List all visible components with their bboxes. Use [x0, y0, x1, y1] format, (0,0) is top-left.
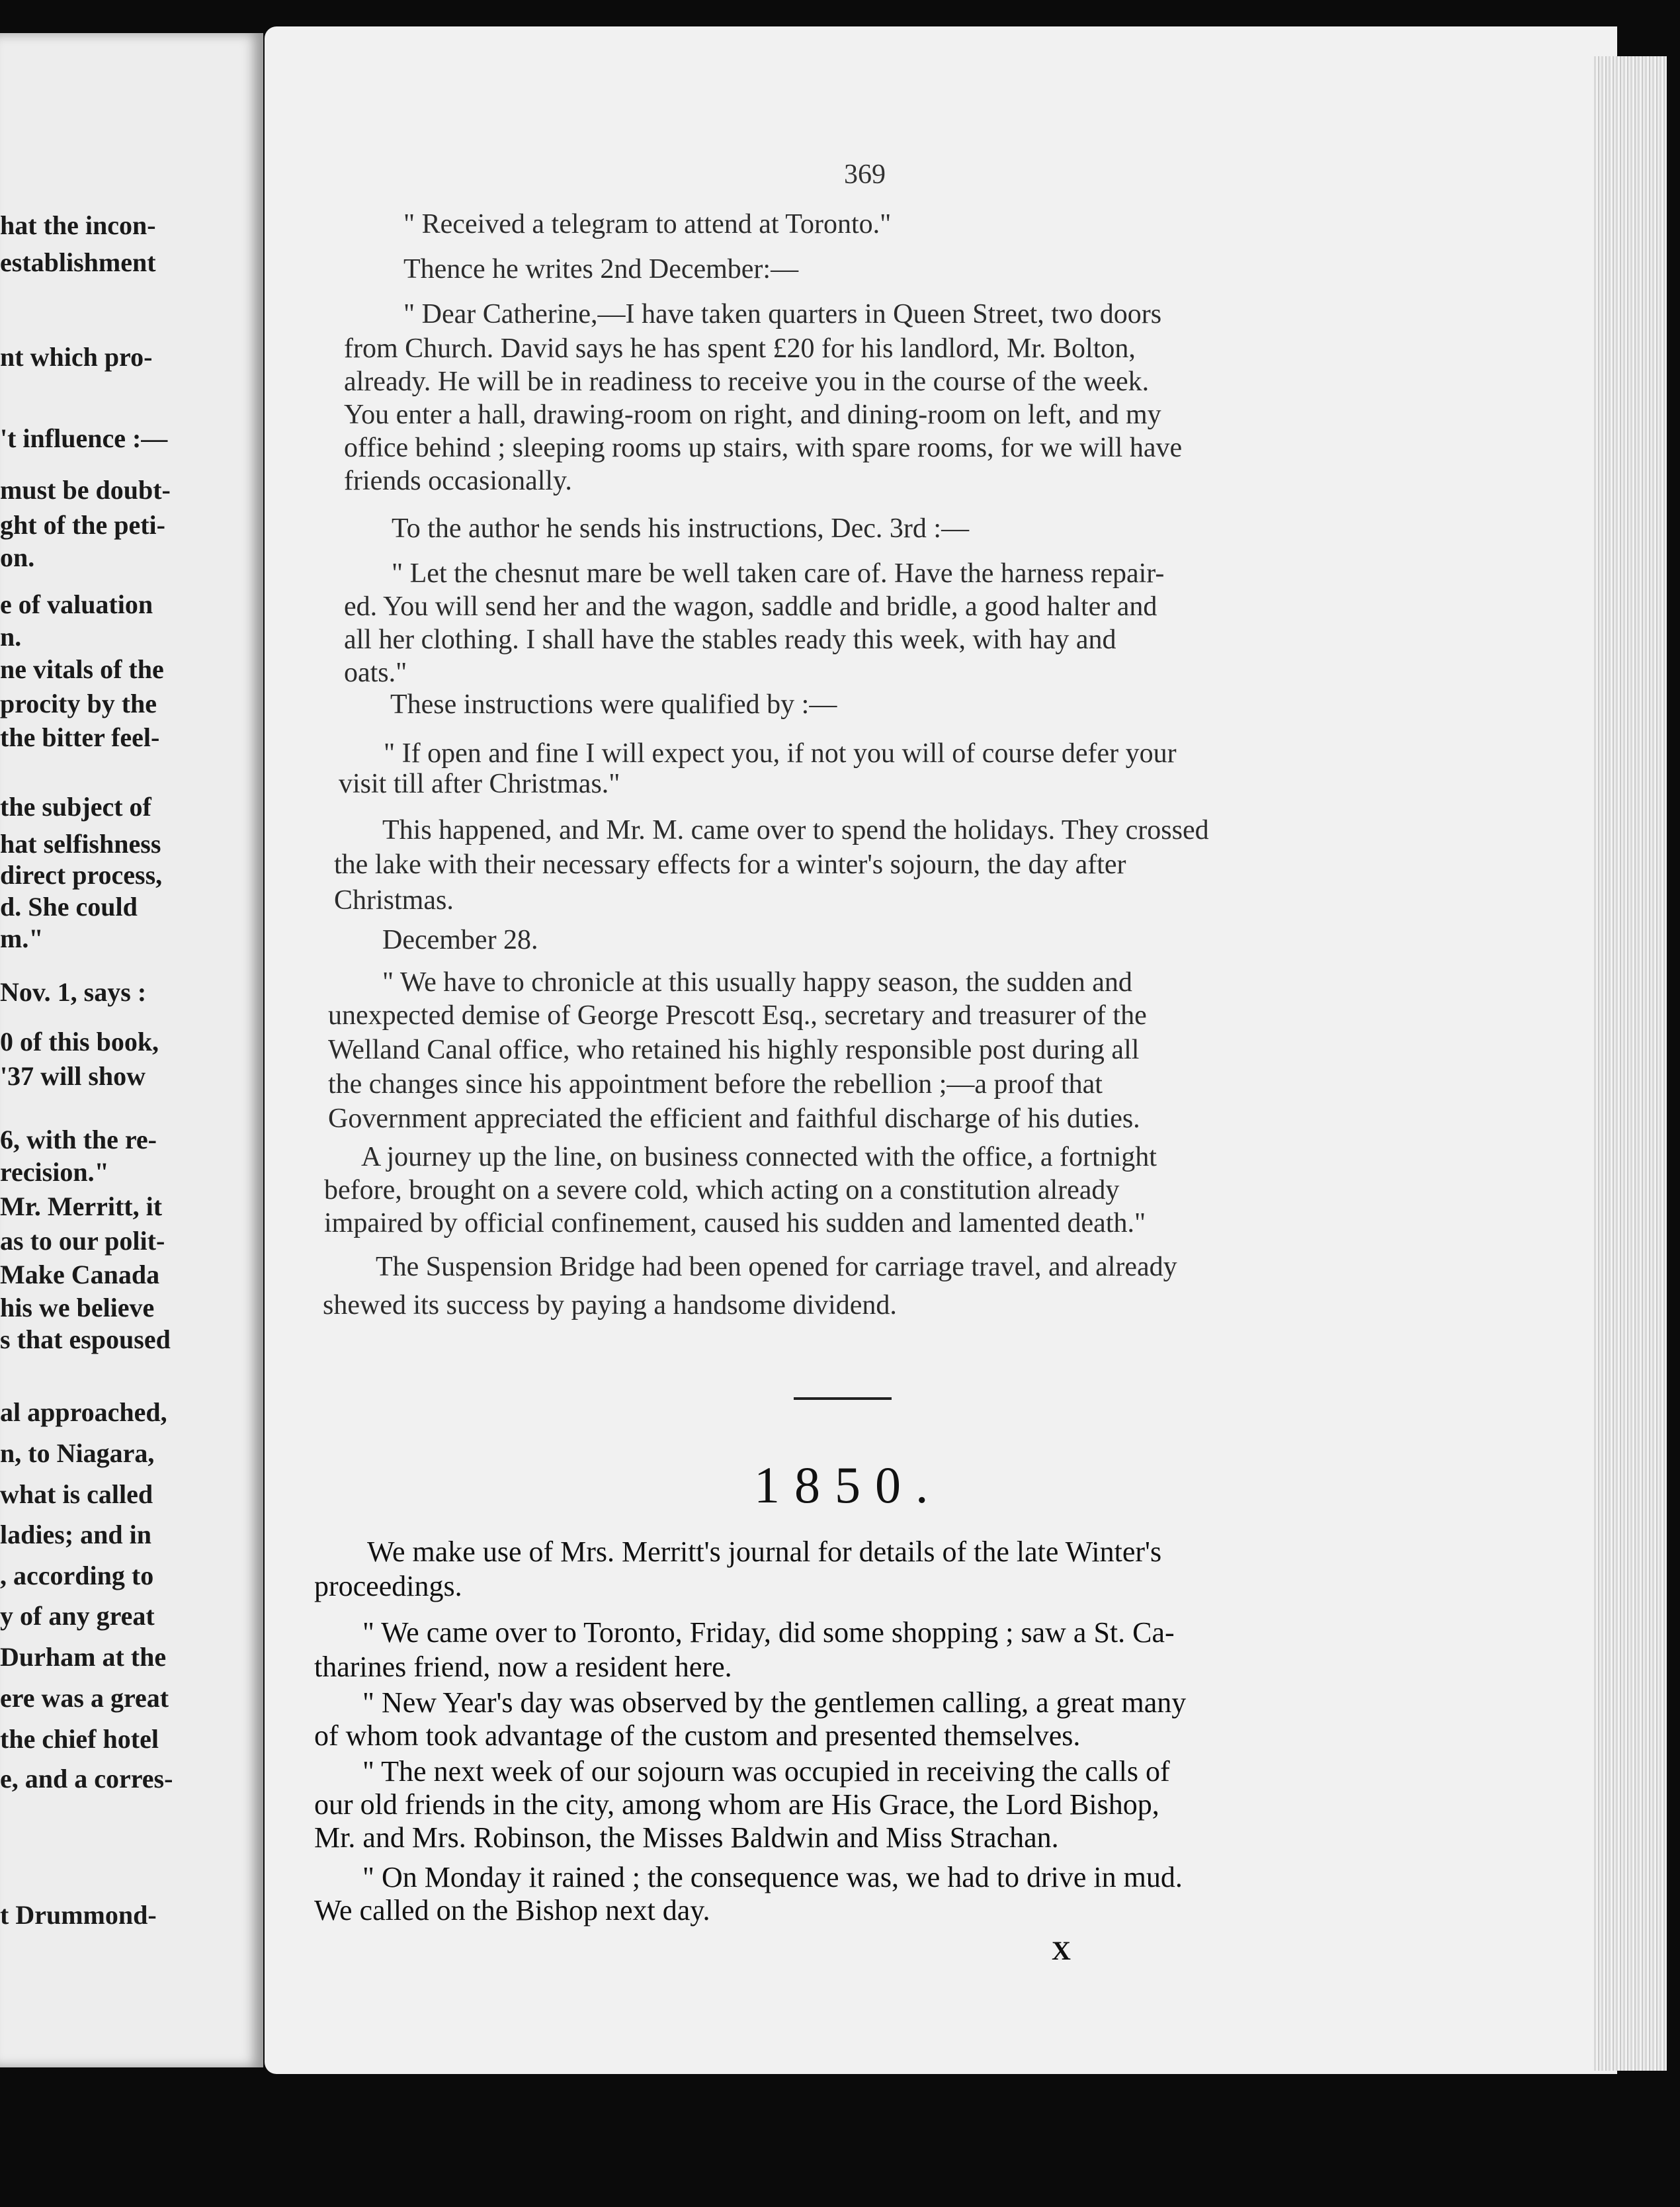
left-page-line: Durham at the: [0, 1642, 167, 1672]
text-line: You enter a hall, drawing-room on right, and dining-room on left, and my: [344, 400, 1161, 430]
text-line: " We have to chronicle at this usually happy season, the sudden and: [382, 967, 1132, 998]
text-line: Christmas.: [334, 885, 454, 916]
text-line: A journey up the line, on business connected with the office, a fortnight: [361, 1142, 1157, 1172]
left-page-line: m.": [0, 924, 44, 953]
text-line: Welland Canal office, who retained his highly responsible post during all: [328, 1035, 1140, 1065]
left-page-line: e, and a corres-: [0, 1764, 173, 1794]
left-page-line: s that espoused: [0, 1324, 171, 1354]
left-page-line: establishment: [0, 247, 156, 277]
text-line: December 28.: [382, 925, 538, 955]
text-line: The Suspension Bridge had been opened for carriage travel, and already: [376, 1252, 1177, 1282]
left-page-line: the chief hotel: [0, 1724, 159, 1754]
left-page-line: n.: [0, 622, 22, 652]
left-page-line: hat selfishness: [0, 829, 161, 859]
left-page-line: 6, with the re-: [0, 1125, 157, 1154]
text-line: friends occasionally.: [344, 466, 572, 496]
text-line: " Received a telegram to attend at Toronto.": [403, 209, 892, 239]
text-line: To the author he sends his instructions, Dec. 3rd :—: [392, 513, 970, 544]
left-page-line: 0 of this book,: [0, 1027, 159, 1057]
left-page-line: n, to Niagara,: [0, 1438, 155, 1468]
text-line: " If open and fine I will expect you, if not you will of course defer your: [384, 738, 1177, 769]
text-line: These instructions were qualified by :—: [390, 689, 837, 720]
text-line: shewed its success by paying a handsome dividend.: [323, 1290, 897, 1320]
text-line: all her clothing. I shall have the stables ready this week, with hay and: [344, 625, 1116, 655]
text-line: visit till after Christmas.": [339, 769, 620, 799]
left-page-line: d. She could: [0, 892, 138, 922]
text-line: impaired by official confinement, caused his sudden and lamented death.": [324, 1208, 1146, 1238]
left-page-line: ladies; and in: [0, 1520, 151, 1549]
text-line: proceedings.: [314, 1570, 462, 1602]
text-line: already. He will be in readiness to receive you in the course of the week.: [344, 367, 1150, 397]
section-divider: [794, 1397, 892, 1400]
left-page-line: on.: [0, 542, 35, 572]
text-line: the changes since his appointment before the rebellion ;—a proof that: [328, 1069, 1103, 1100]
left-page-line: ne vitals of the: [0, 654, 164, 684]
text-line: Government appreciated the efficient and faithful discharge of his duties.: [328, 1104, 1140, 1134]
left-page: [0, 33, 263, 2067]
text-line: before, brought on a severe cold, which acting on a constitution already: [324, 1175, 1120, 1205]
left-page-line: al approached,: [0, 1397, 167, 1427]
left-page-line: hat the incon-: [0, 210, 156, 240]
left-page-line: recision.": [0, 1157, 109, 1187]
page-edges: [1594, 56, 1667, 2071]
left-page-line: '37 will show: [0, 1061, 146, 1091]
left-page-line: e of valuation: [0, 589, 153, 619]
left-page-line: as to our polit-: [0, 1226, 165, 1256]
text-line: unexpected demise of George Prescott Esq., secretary and treasurer of the: [328, 1000, 1147, 1031]
left-page-line: ght of the peti-: [0, 510, 165, 540]
text-line: the lake with their necessary effects for a winter's sojourn, the day after: [334, 849, 1126, 880]
signature-mark: X: [1052, 1936, 1071, 1966]
text-line: " Let the chesnut mare be well taken care of. Have the harness repair-: [392, 558, 1165, 589]
text-line: We called on the Bishop next day.: [314, 1894, 710, 1926]
text-line: tharines friend, now a resident here.: [314, 1651, 732, 1683]
text-line: ed. You will send her and the wagon, saddle and bridle, a good halter and: [344, 591, 1157, 622]
page-number: 369: [844, 159, 886, 190]
left-page-line: his we believe: [0, 1293, 155, 1322]
left-page-line: Mr. Merritt, it: [0, 1191, 163, 1221]
text-line: oats.": [344, 658, 407, 688]
left-page-line: procity by the: [0, 689, 157, 718]
text-line: from Church. David says he has spent £20 for his landlord, Mr. Bolton,: [344, 333, 1136, 364]
year-heading: 1850.: [754, 1456, 943, 1514]
left-page-line: the bitter feel-: [0, 722, 160, 752]
text-line: " Dear Catherine,—I have taken quarters in Queen Street, two doors: [403, 299, 1162, 329]
text-line: Mr. and Mrs. Robinson, the Misses Baldwin and Miss Strachan.: [314, 1821, 1059, 1854]
left-page-line: nt which pro-: [0, 342, 153, 372]
text-line: our old friends in the city, among whom are His Grace, the Lord Bishop,: [314, 1788, 1159, 1821]
text-line: We make use of Mrs. Merritt's journal for details of the late Winter's: [367, 1536, 1162, 1568]
text-line: " On Monday it rained ; the consequence was, we had to drive in mud.: [362, 1861, 1183, 1893]
left-page-line: , according to: [0, 1561, 154, 1590]
left-page-line: y of any great: [0, 1601, 155, 1631]
text-line: This happened, and Mr. M. came over to spend the holidays. They crossed: [382, 815, 1209, 845]
left-page-line: Make Canada: [0, 1260, 160, 1289]
text-line: office behind ; sleeping rooms up stairs, with spare rooms, for we will have: [344, 433, 1183, 463]
text-line: " New Year's day was observed by the gentlemen calling, a great many: [362, 1686, 1187, 1719]
text-line: Thence he writes 2nd December:—: [403, 254, 799, 284]
left-page-line: 't influence :—: [0, 423, 168, 453]
left-page-line: must be doubt-: [0, 475, 171, 505]
left-page-line: the subject of: [0, 792, 151, 822]
left-page-line: what is called: [0, 1479, 153, 1509]
text-line: " The next week of our sojourn was occupied in receiving the calls of: [362, 1755, 1170, 1788]
left-page-line: ere was a great: [0, 1683, 169, 1713]
text-line: " We came over to Toronto, Friday, did some shopping ; saw a St. Ca-: [362, 1616, 1175, 1649]
left-page-line: direct process,: [0, 860, 163, 890]
left-page-line: Nov. 1, says :: [0, 977, 147, 1007]
left-page-line: t Drummond-: [0, 1900, 157, 1930]
text-line: of whom took advantage of the custom and presented themselves.: [314, 1719, 1081, 1752]
